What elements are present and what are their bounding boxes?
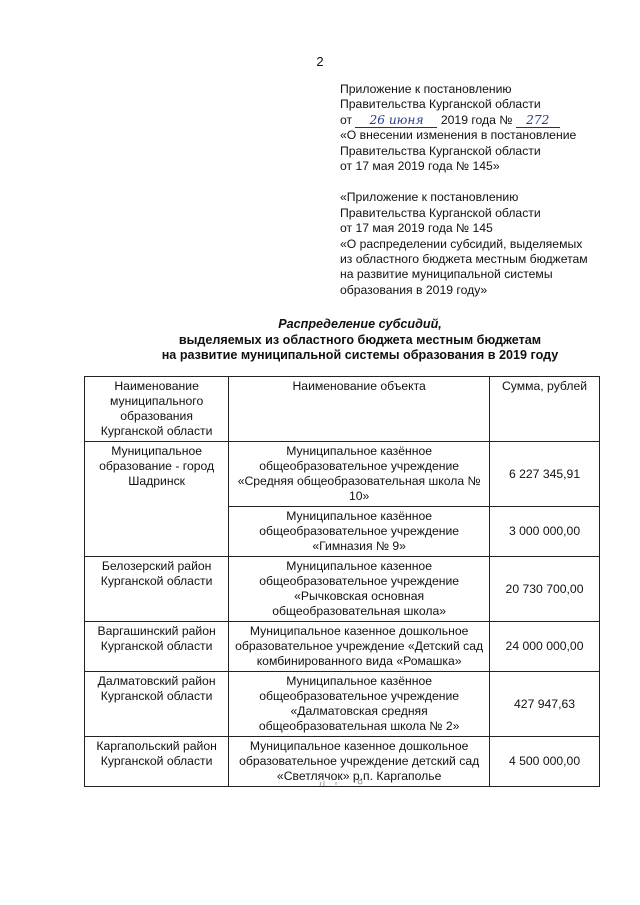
subsidy-table	[84, 376, 600, 787]
cell-municipality: Муниципальное образование - город Шадринск	[85, 442, 229, 507]
appendix-inner-line: Правительства Курганской области	[340, 205, 541, 220]
cell-sum: 20 730 700,00	[490, 557, 600, 622]
document-title	[0, 317, 640, 364]
title-line-1: Распределение субсидий,	[278, 317, 442, 331]
cell-object: Муниципальное казённое общеобразовательное учреждение «Средняя общеобразовательная школа № 10»	[229, 442, 490, 507]
appendix-line: от 17 мая 2019 года № 145»	[340, 159, 500, 174]
table-row	[85, 672, 600, 737]
table-row	[85, 442, 600, 507]
appendix-line: Приложение к постановлению	[340, 82, 512, 96]
cell-object: Муниципальное казённое общеобразовательное учреждение «Далматовская средняя общеобразовательная школа № 2»	[229, 672, 490, 737]
table-header-row	[85, 377, 600, 442]
table-row	[85, 557, 600, 622]
appendix-date-line	[340, 113, 630, 128]
appendix-inner-line: от 17 мая 2019 года № 145	[340, 221, 493, 236]
cell-sum: 4 500 000,00	[490, 737, 600, 787]
cell-object: Муниципальное казенное общеобразовательное учреждение «Рычковская основная общеобразовательная школа»	[229, 557, 490, 622]
appendix-line: «О внесении изменения в постановление	[340, 128, 577, 143]
appendix-line: Правительства Курганской области	[340, 97, 541, 112]
cell-object: Муниципальное казённое общеобразовательное учреждение «Гимназия № 9»	[229, 507, 490, 557]
table-row	[85, 507, 600, 557]
appendix-line: Правительства Курганской области	[340, 143, 541, 158]
cell-municipality	[85, 507, 229, 557]
cell-object: Муниципальное казенное дошкольное образовательное учреждение детский сад «Светлячок» р.п. Каргаполье	[229, 737, 490, 787]
appendix-block	[340, 82, 630, 298]
appendix-year: 2019 года №	[440, 112, 513, 127]
cell-municipality: Далматовский район Курганской области	[85, 672, 229, 737]
handwritten-number: 272	[516, 114, 560, 128]
appendix-inner-line: из областного бюджета местным бюджетам	[340, 252, 588, 267]
cell-municipality: Варгашинский район Курганской области	[85, 622, 229, 672]
cell-object: Муниципальное казенное дошкольное образовательное учреждение «Детский сад комбинированного вида «Ромашка»	[229, 622, 490, 672]
appendix-inner-line: «О распределении субсидий, выделяемых	[340, 236, 583, 251]
appendix-inner-line: «Приложение к постановлению	[340, 190, 519, 205]
header-municipality: Наименование муниципального образования Курганской области	[85, 377, 229, 442]
title-line-3: на развитие муниципальной системы образования в 2019 году	[161, 348, 559, 363]
header-object: Наименование объекта	[229, 377, 490, 442]
cell-municipality: Каргапольский район Курганской области	[85, 737, 229, 787]
cell-municipality: Белозерский район Курганской области	[85, 557, 229, 622]
table-row	[85, 622, 600, 672]
handwritten-date: 26 июня	[355, 114, 437, 128]
appendix-inner-line: на развитие муниципальной системы	[340, 267, 553, 282]
appendix-inner-line: образования в 2019 году»	[340, 282, 488, 297]
cell-sum: 24 000 000,00	[490, 622, 600, 672]
title-line-2: выделяемых из областного бюджета местным бюджетам	[178, 332, 542, 347]
cell-sum: 3 000 000,00	[490, 507, 600, 557]
appendix-from: от	[340, 112, 353, 127]
cell-sum: 6 227 345,91	[490, 442, 600, 507]
scan-marks	[300, 776, 380, 790]
cell-sum: 427 947,63	[490, 672, 600, 737]
page-number: 2	[316, 54, 324, 69]
header-sum: Сумма, рублей	[490, 377, 600, 442]
